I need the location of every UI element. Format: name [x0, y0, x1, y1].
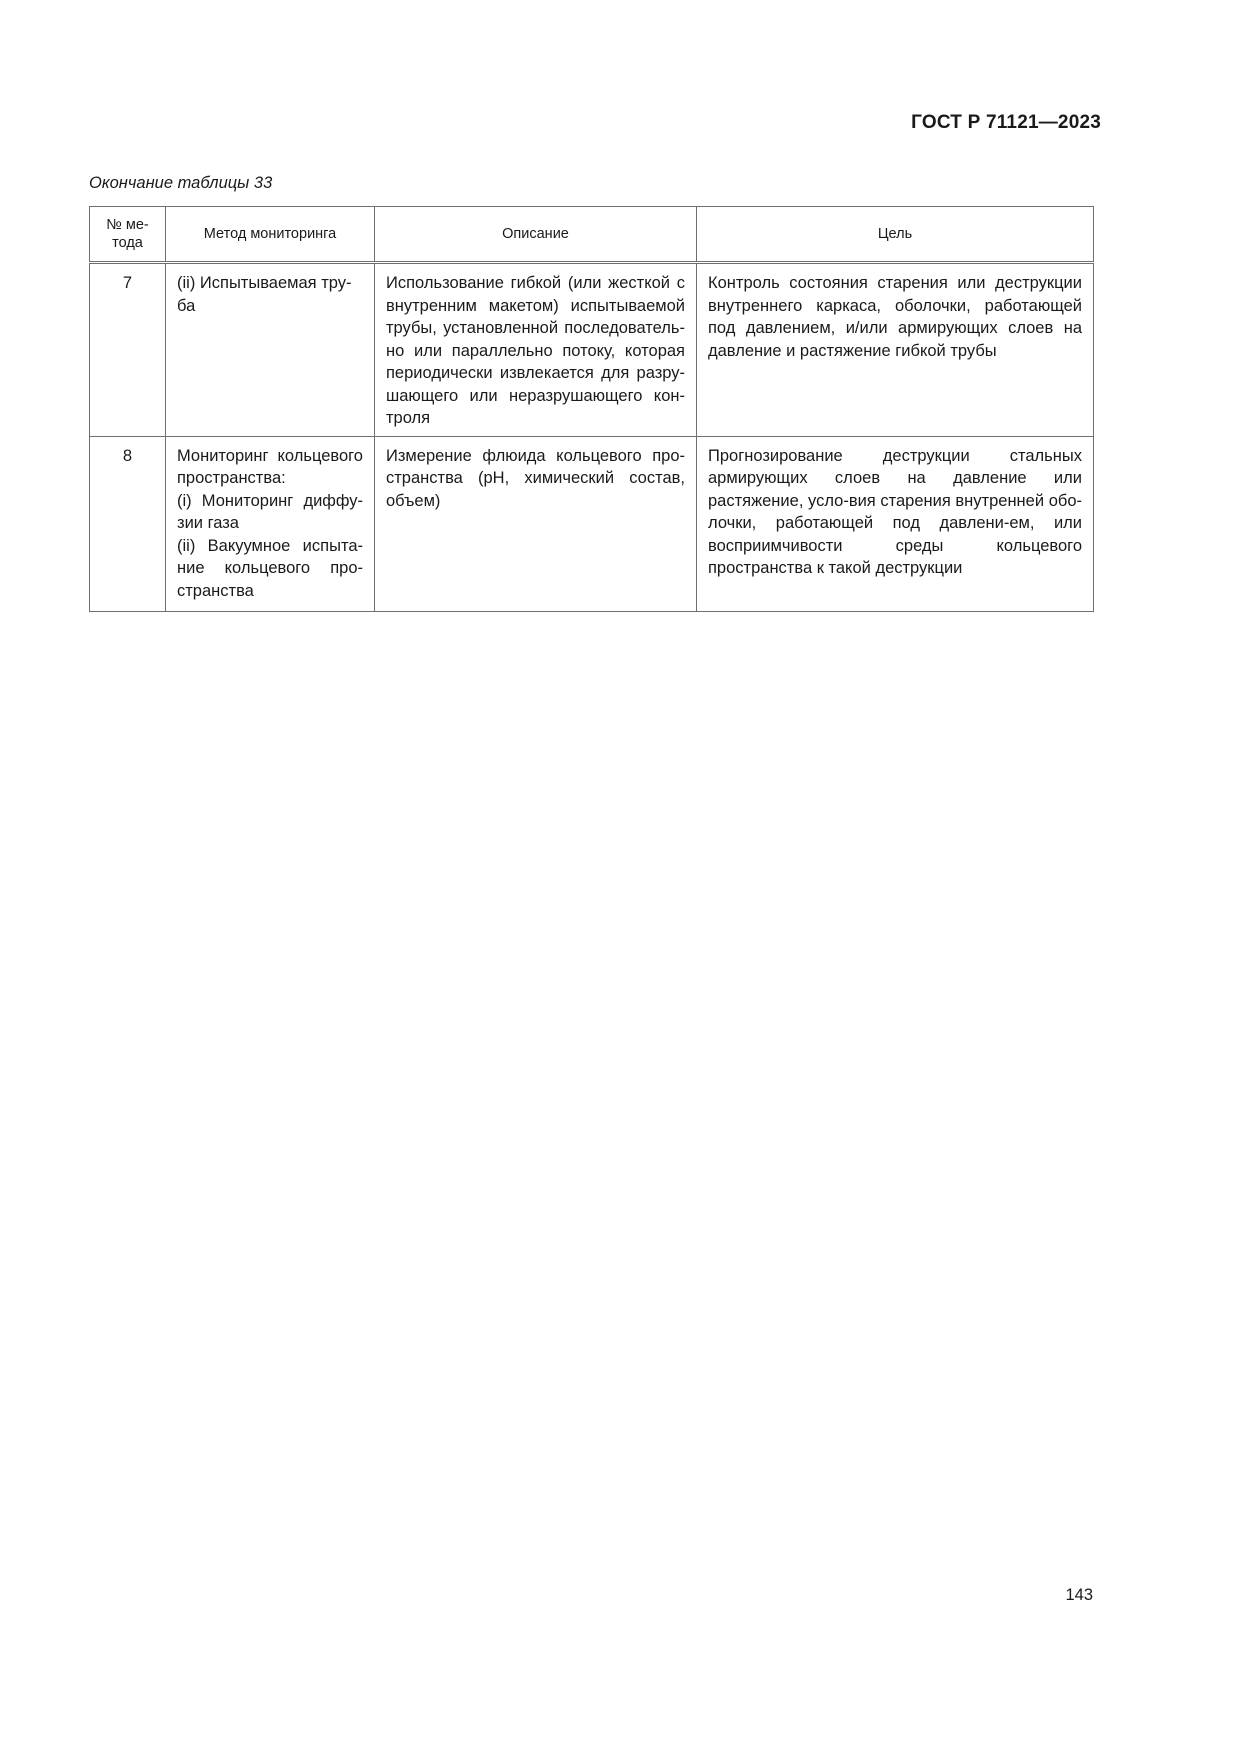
- page-number: 143: [1065, 1586, 1093, 1604]
- column-header-number: № ме- тода: [90, 207, 166, 263]
- method-name-line: (i) Мониторинг диффу-зии газа: [177, 491, 363, 532]
- method-goal: Контроль состояния старения или деструкции внутреннего каркаса, оболочки, работающей под давлением, и/или армирующих слоев на давление и растяжение гибкой трубы: [697, 263, 1094, 437]
- method-name-line: (ii) Вакуумное испыта-ние кольцевого про-странства: [177, 536, 363, 600]
- column-header-goal: Цель: [697, 207, 1094, 263]
- method-number: 8: [90, 436, 166, 611]
- method-description: Использование гибкой (или жесткой с внутренним макетом) испытываемой трубы, установленной последователь-но или параллельно потоку, которая периодически извлекается для разру-шающего или неразрушающего кон-троля: [375, 263, 697, 437]
- document-id: ГОСТ Р 71121—2023: [911, 112, 1101, 133]
- method-name: (ii) Испытываемая тру- ба: [166, 263, 375, 437]
- monitoring-methods-table: [89, 206, 1094, 612]
- column-header-method: Метод мониторинга: [166, 207, 375, 263]
- table-row: [90, 263, 1094, 437]
- method-number: 7: [90, 263, 166, 437]
- method-name: [166, 436, 375, 611]
- table-caption: Окончание таблицы 33: [89, 174, 273, 192]
- table-row: [90, 436, 1094, 611]
- column-header-description: Описание: [375, 207, 697, 263]
- method-description: Измерение флюида кольцевого про-странства (pH, химический состав, объем): [375, 436, 697, 611]
- method-name-line: Мониторинг кольцевого пространства:: [177, 446, 363, 487]
- table-header-row: [90, 207, 1094, 263]
- method-goal: Прогнозирование деструкции стальных армирующих слоев на давление или растяжение, усло-вия старения внутренней обо-лочки, работающей под давлени-ем, или восприимчивости среды кольцевого пространства к такой деструкции: [697, 436, 1094, 611]
